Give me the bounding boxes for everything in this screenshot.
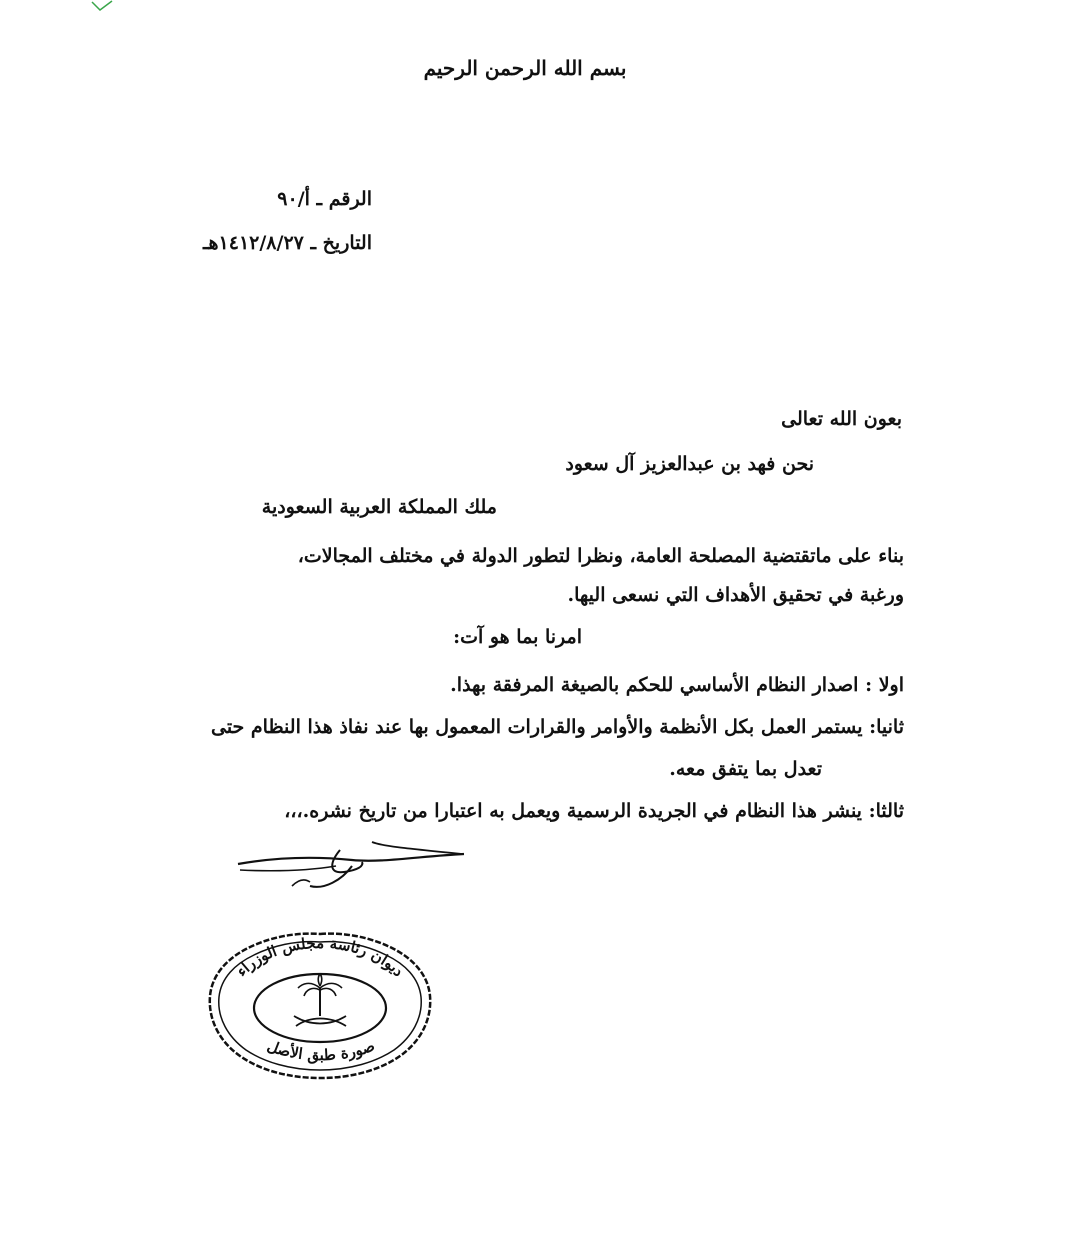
basmala-heading: بسم الله الرحمن الرحيم [423, 56, 627, 80]
decree-item-2-line-2: تعدل بما يتفق معه. [669, 758, 822, 780]
svg-text:صورة طبق الأصل: صورة طبق الأصل [264, 1036, 378, 1065]
preamble-line-1: بناء على ماتقتضية المصلحة العامة، ونظرا لتطور الدولة في مختلف المجالات، [297, 545, 904, 567]
decree-item-1: اولا : اصدار النظام الأساسي للحكم بالصيغة المرفقة بهذا. [450, 674, 904, 696]
official-seal [206, 930, 434, 1080]
handwritten-signature [232, 836, 472, 896]
corner-mark-icon [90, 0, 114, 12]
king-name: نحن فهد بن عبدالعزيز آل سعود [565, 453, 814, 475]
preamble-line-2: ورغبة في تحقيق الأهداف التي نسعى اليها. [567, 584, 904, 606]
reference-date: التاريخ ـ ١٤١٢/٨/٢٧هـ [202, 232, 372, 254]
king-title: ملك المملكة العربية السعودية [261, 496, 497, 518]
decree-item-3: ثالثا: ينشر هذا النظام في الجريدة الرسمية ويعمل به اعتبارا من تاريخ نشره.،،، [284, 800, 904, 822]
svg-text:ديوان رئاسة مجلس الوزراء: ديوان رئاسة مجلس الوزراء [232, 933, 408, 981]
opening-line: بعون الله تعالى [781, 408, 902, 430]
decree-item-2-line-1: ثانيا: يستمر العمل بكل الأنظمة والأوامر والقرارات المعمول بها عند نفاذ هذا النظام حتى [210, 716, 904, 738]
decree-intro: امرنا بما هو آت: [453, 626, 582, 648]
reference-number: الرقم ـ أ/٩٠ [277, 188, 372, 210]
